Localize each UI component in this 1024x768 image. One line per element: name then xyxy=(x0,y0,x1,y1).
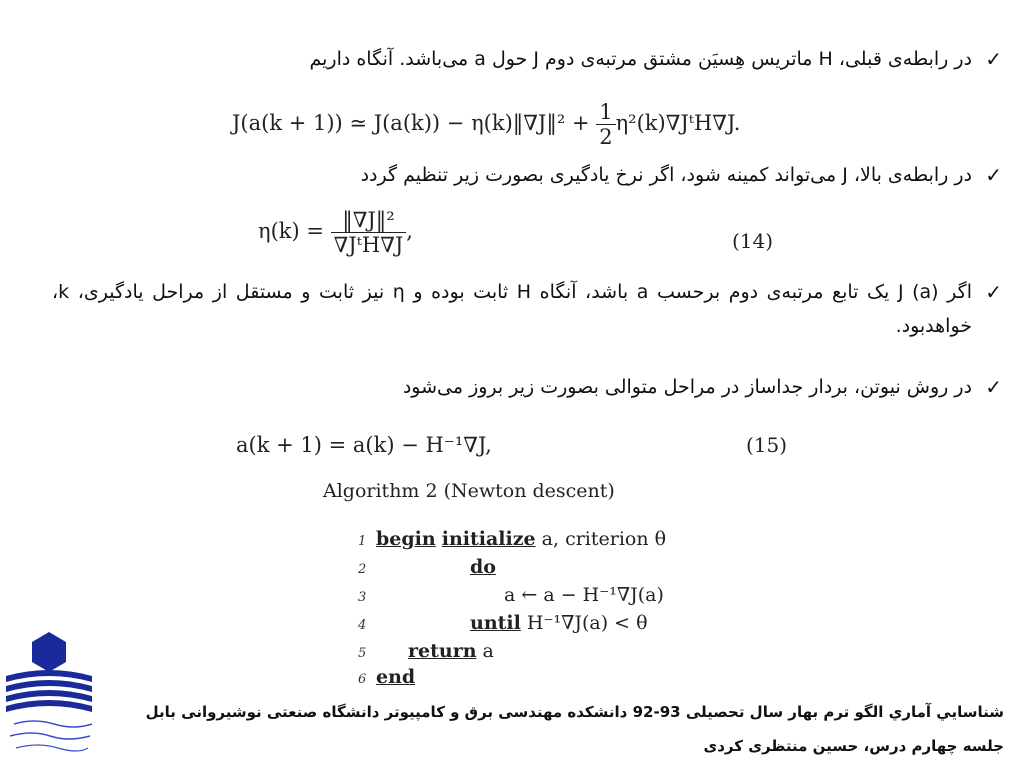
equation-14 xyxy=(258,208,413,257)
algorithm-line-6 xyxy=(358,666,415,692)
eq-taylor-frac-den: 2 xyxy=(599,125,613,149)
bullet-4 xyxy=(22,370,1002,404)
keyword-initialize: initialize xyxy=(441,528,536,550)
check-icon: ✓ xyxy=(985,280,1002,304)
line-number: 1 xyxy=(358,534,367,549)
eq14-den: ∇JᵗH∇J xyxy=(333,233,404,257)
algorithm-line-1 xyxy=(358,528,666,554)
bullet-2-text: در رابطه‌ی بالا، J می‌تواند کمینه شود، اگر نرخ یادگیری بصورت زیر تنظیم گردد xyxy=(360,164,972,186)
line-number: 2 xyxy=(358,562,367,577)
check-icon: ✓ xyxy=(985,47,1002,71)
university-logo-icon xyxy=(4,628,94,763)
footer-course-info: شناسايي آماري الگو ترم بهار سال تحصیلی 93-92 دانشکده مهندسی برق و کامپیوتر دانشگاه صنعتی نوشیروانی بابل xyxy=(145,703,1004,721)
algorithm-line-3-text: a ← a − H⁻¹∇J(a) xyxy=(504,584,664,606)
line-number: 5 xyxy=(358,646,367,661)
eq-taylor-left: J(a(k + 1)) ≃ J(a(k)) − η(k)‖∇J‖² + xyxy=(232,111,597,135)
footer-session-info: جلسه چهارم درس، حسین منتظری کردی xyxy=(703,737,1004,755)
keyword-begin: begin xyxy=(376,528,436,550)
logo-calligraphy-1 xyxy=(14,721,92,727)
algorithm-line-5-text: a xyxy=(476,640,494,662)
check-icon: ✓ xyxy=(985,375,1002,399)
keyword-end: end xyxy=(376,666,416,688)
keyword-do: do xyxy=(470,556,496,578)
bullet-1-text: در رابطه‌ی قبلی، H ماتریس هِسیَن مشتق مرتبه‌ی دوم J حول a می‌باشد. آنگاه داریم xyxy=(309,48,972,70)
check-icon: ✓ xyxy=(985,163,1002,187)
equation-taylor xyxy=(232,100,740,149)
algorithm-line-2 xyxy=(358,556,496,582)
bullet-4-text: در روش نیوتن، بردار جداساز در مراحل متوالی بصورت زیر بروز می‌شود xyxy=(402,376,972,398)
eq-taylor-fraction xyxy=(596,100,615,149)
logo-hexagon xyxy=(32,632,66,672)
line-number: 6 xyxy=(358,672,367,687)
keyword-until: until xyxy=(470,612,521,634)
equation-15: a(k + 1) = a(k) − H⁻¹∇J, xyxy=(236,433,492,457)
eq-taylor-frac-num: 1 xyxy=(596,100,615,125)
bullet-3 xyxy=(22,275,1002,343)
line-number: 3 xyxy=(358,590,367,605)
equation-14-number: (14) xyxy=(732,229,774,253)
logo-calligraphy-3 xyxy=(16,745,88,751)
algorithm-line-4-text: H⁻¹∇J(a) < θ xyxy=(520,612,648,634)
keyword-return: return xyxy=(408,640,477,662)
algorithm-line-1-text: a, criterion θ xyxy=(535,528,667,550)
algorithm-title: Algorithm 2 (Newton descent) xyxy=(323,480,615,502)
bullet-1 xyxy=(22,42,1002,76)
algorithm-line-5 xyxy=(358,640,494,666)
line-number: 4 xyxy=(358,618,367,633)
equation-15-number: (15) xyxy=(746,433,788,457)
logo-calligraphy-2 xyxy=(10,733,90,739)
eq-taylor-right: η²(k)∇JᵗH∇J. xyxy=(615,111,741,135)
algorithm-line-3 xyxy=(358,584,664,610)
logo-wave-4 xyxy=(6,700,92,712)
bullet-2 xyxy=(22,158,1002,192)
eq14-left: η(k) = xyxy=(258,219,331,243)
eq14-fraction xyxy=(331,208,407,257)
algorithm-line-4 xyxy=(358,612,648,638)
eq14-tail: , xyxy=(406,219,413,243)
bullet-3-text: اگر J (a) یک تابع مرتبه‌ی دوم برحسب a باشد، آنگاه H ثابت بوده و η نیز ثابت و مستقل از مراحل یادگیری، k، خواهدبود. xyxy=(52,281,972,337)
eq14-num: ‖∇J‖² xyxy=(331,208,407,233)
